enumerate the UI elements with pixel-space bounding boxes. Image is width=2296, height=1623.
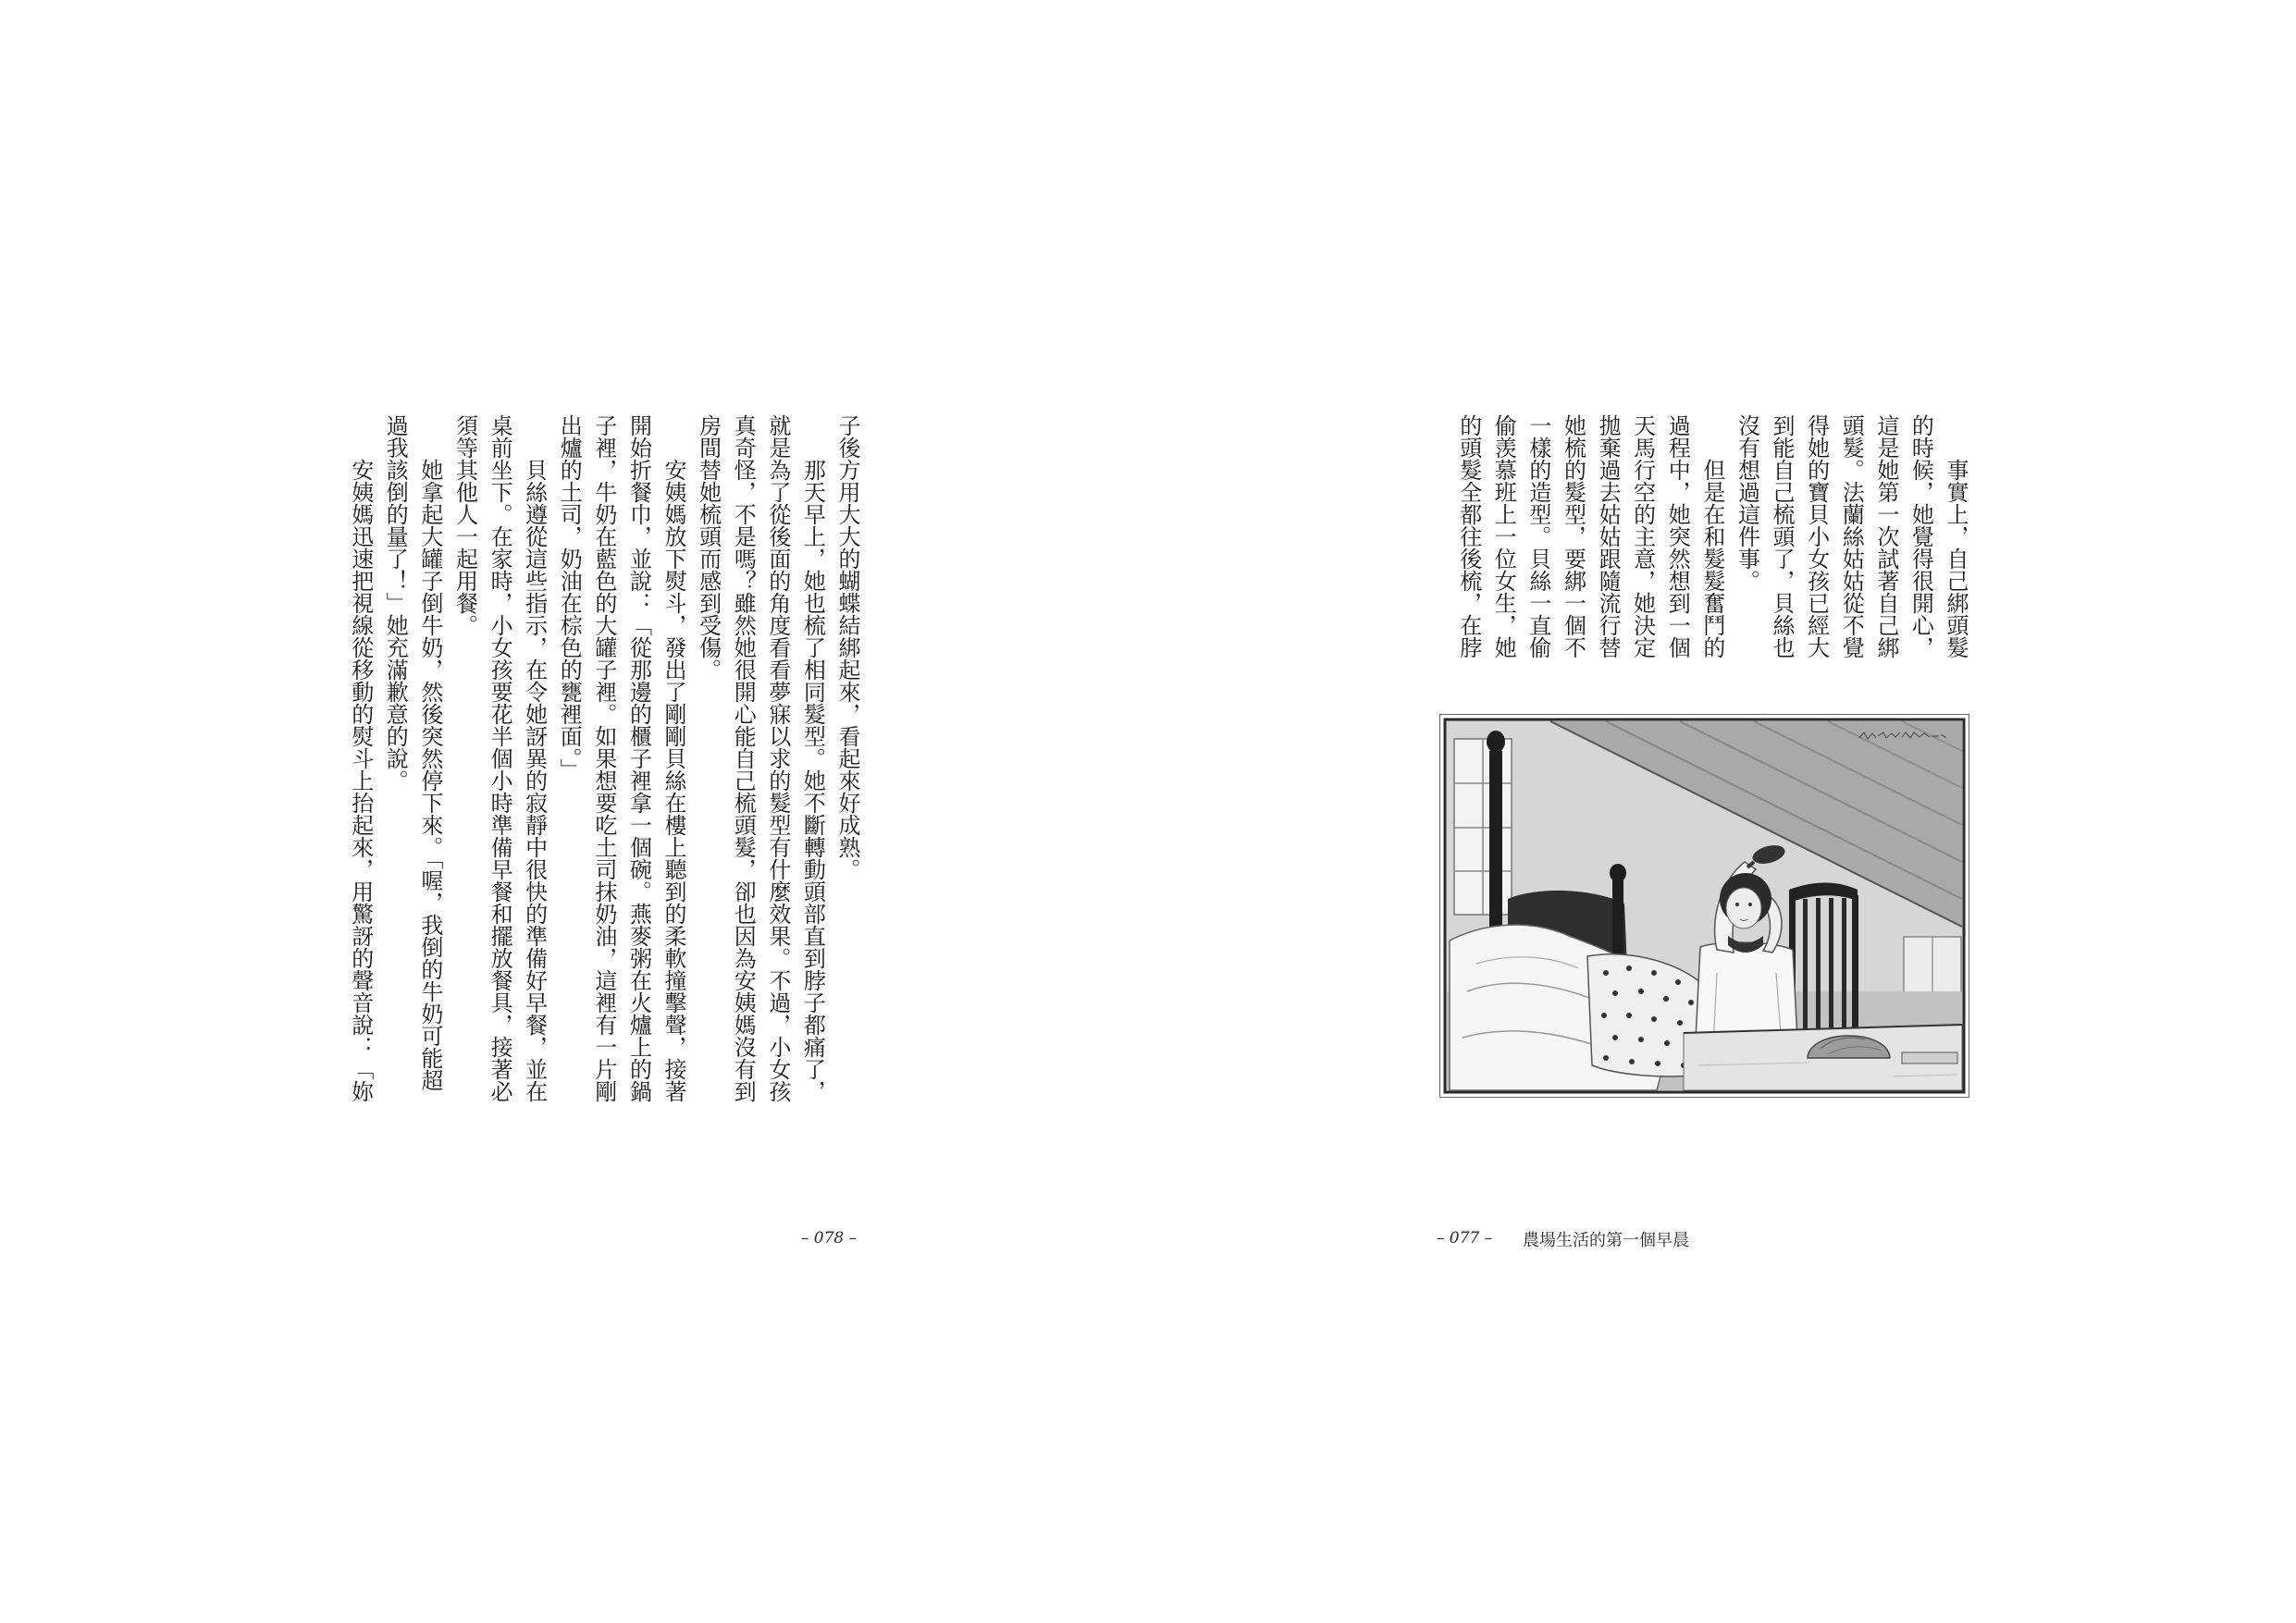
text-column: 過我該倒的量了！」她充滿歉意的說。 <box>382 414 409 792</box>
text-column: 真奇怪，不是嗎？雖然她很開心能自己梳頭髮，卻也因為安姨媽沒有到 <box>730 414 757 1102</box>
text-column: 那天早上，她也梳了相同髮型。她不斷轉動頭部直到脖子都痛了， <box>799 459 826 1102</box>
tray <box>1902 1052 1957 1064</box>
text-column: 貝絲遵從這些指示，在令她訝異的寂靜中很快的準備好早餐，並在 <box>521 459 548 1102</box>
text-column: 出爐的土司，奶油在棕色的甕裡面。」 <box>556 414 583 781</box>
text-column: 安姨媽放下熨斗，發出了剛剛貝絲在樓上聽到的柔軟撞擊聲，接著 <box>660 459 687 1102</box>
text-column: 得她的寶貝小女孩已經大 <box>1803 414 1830 658</box>
text-column: 這是她第一次試著自己綁 <box>1872 414 1899 658</box>
text-column: 安姨媽迅速把視線從移動的熨斗上抬起來，用驚訝的聲音說：「妳 <box>347 459 374 1102</box>
text-column: 拋棄過去姑姑跟隨流行替 <box>1595 414 1622 658</box>
text-column: 房間替她梳頭而感到受傷。 <box>695 414 722 681</box>
text-column: 一樣的造型。貝絲一直偷 <box>1524 414 1551 658</box>
text-column: 的頭髮全都往後梳，在脖 <box>1455 414 1482 658</box>
text-column: 沒有想過這件事。 <box>1734 414 1760 592</box>
text-column: 桌前坐下。在家時，小女孩要花半個小時準備早餐和擺放餐具，接著必 <box>487 414 513 1102</box>
text-column: 頭髮。法蘭絲姑姑從不覺 <box>1838 414 1865 658</box>
left-page-body <box>342 414 864 1117</box>
text-column: 的時候，她覺得很開心， <box>1907 414 1934 658</box>
text-column: 天馬行空的主意，她決定 <box>1629 414 1656 658</box>
left-page-number: – 078 – <box>800 1229 858 1248</box>
text-column: 她拿起大罐子倒牛奶，然後突然停下來。「喔，我倒的牛奶可能超 <box>416 459 443 1091</box>
text-column: 她梳的髮型，要綁一個不 <box>1560 414 1586 658</box>
text-column: 開始折餐巾，並說：「從那邊的櫃子裡拿一個碗。燕麥粥在火爐上的鍋 <box>625 414 652 1102</box>
text-column: 事實上，自己綁頭髮 <box>1943 459 1969 658</box>
text-column: 但是在和髮髮奮鬥的 <box>1698 459 1725 658</box>
text-column: 子後方用大大的蝴蝶結綁起來，看起來好成熟。 <box>834 414 860 880</box>
text-column: 偷羡慕班上一位女生，她 <box>1490 414 1517 658</box>
text-column: 子裡，牛奶在藍色的大罐子裡。如果想要吃土司抹奶油，這裡有一片剛 <box>590 414 617 1102</box>
illustration-girl-combing-hair <box>1439 714 1969 1098</box>
chapter-running-title: 農場生活的第一個早晨 <box>1523 1231 1689 1250</box>
text-column: 過程中，她突然想到一個 <box>1664 414 1691 658</box>
right-page-number: – 077 – <box>1436 1229 1493 1248</box>
text-column: 就是為了從後面的角度看看夢寐以求的髮型有什麼效果。不過，小女孩 <box>764 414 791 1102</box>
text-column: 到能自己梳頭了，貝絲也 <box>1769 414 1796 658</box>
text-column: 須等其他人一起用餐。 <box>451 414 478 636</box>
right-page-body <box>1450 414 1972 692</box>
left-window <box>1454 739 1512 915</box>
